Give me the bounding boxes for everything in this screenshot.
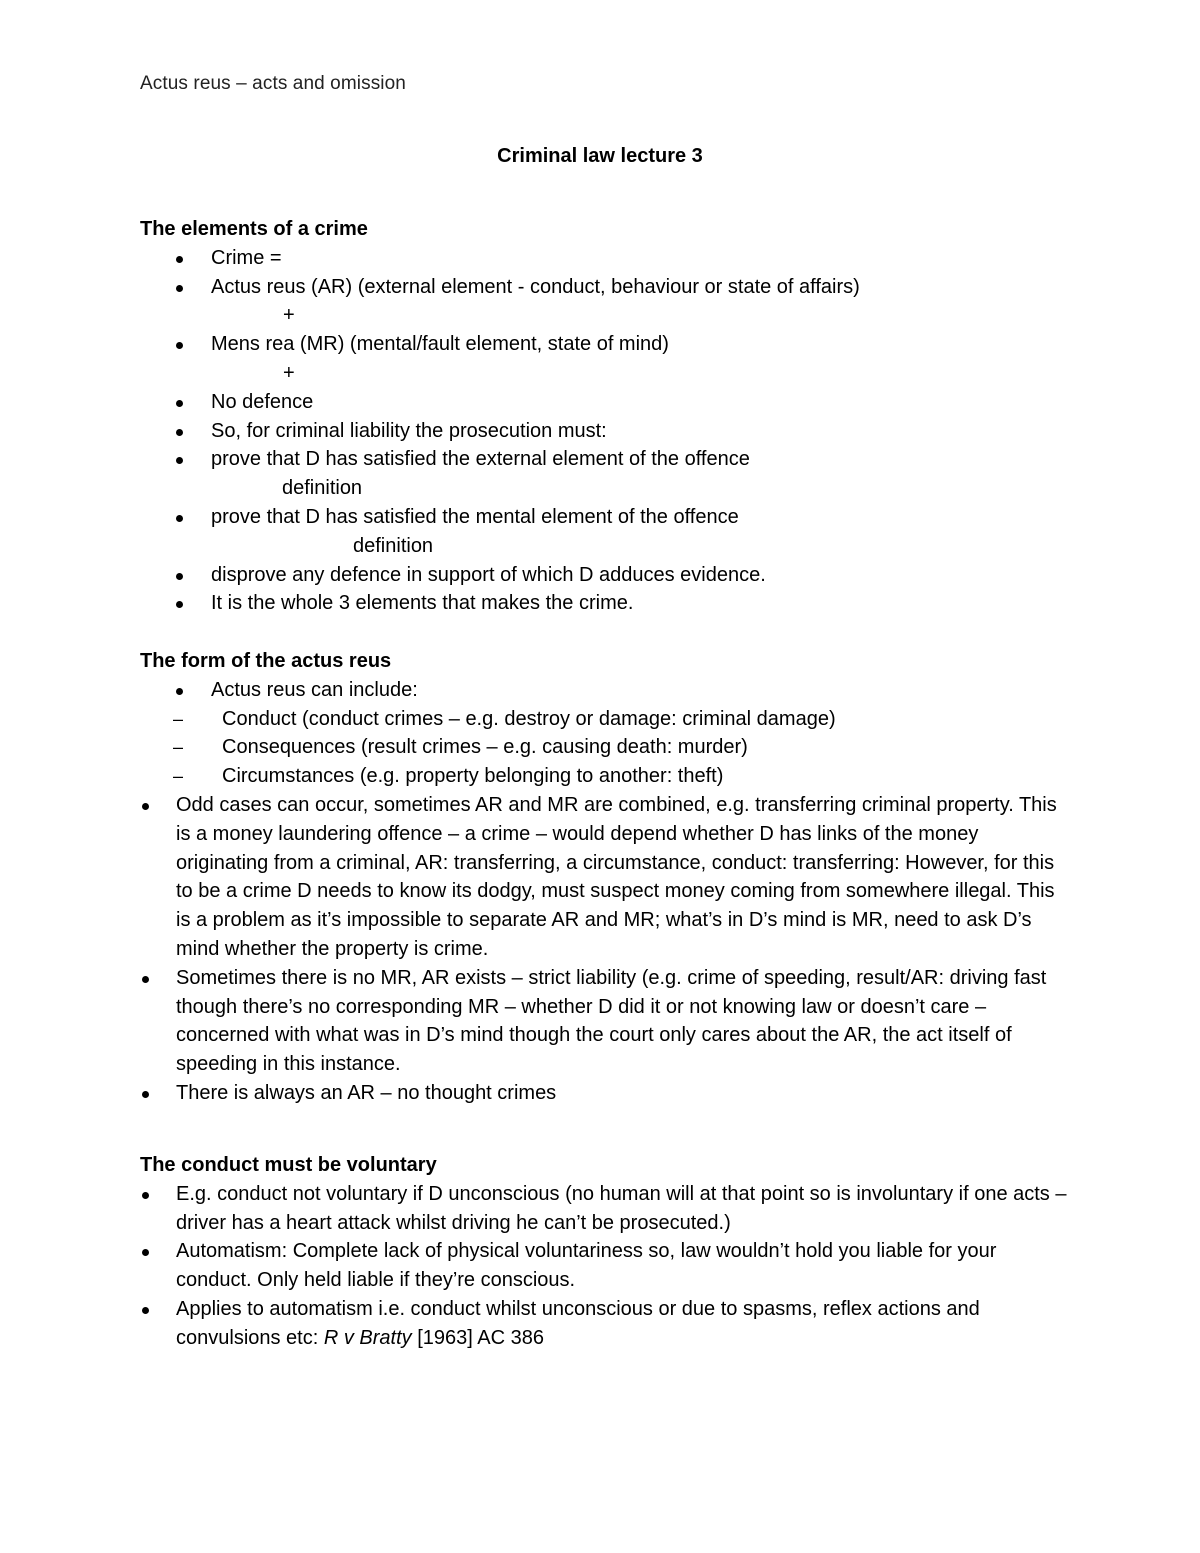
bullet-icon <box>142 1192 149 1199</box>
list-item: There is always an AR – no thought crimes <box>140 1079 1070 1108</box>
bullet-icon <box>176 601 183 608</box>
dash-icon: – <box>173 766 184 787</box>
bullet-icon <box>142 1249 149 1256</box>
section-form-of-actus-reus <box>140 647 1070 1108</box>
dash-icon: – <box>173 708 184 729</box>
section-heading: The elements of a crime <box>140 218 368 240</box>
bullet-icon <box>176 256 183 263</box>
list-item: E.g. conduct not voluntary if D unconscious (no human will at that point so is involuntary if one acts – driver has a heart attack whilst driving he can’t be prosecuted.) <box>140 1180 1070 1238</box>
list-item: Sometimes there is no MR, AR exists – strict liability (e.g. crime of speeding, result/AR: driving fast though there’s no corresponding MR – whether D did it or not knowing law or doesn’t care – concerned with what was in D’s mind though the court only cares about the AR, the act itself of speeding in this instance. <box>140 964 1070 1079</box>
list-item: Mens rea (MR) (mental/fault element, state of mind) <box>140 330 1070 359</box>
bullet-icon <box>142 1091 149 1098</box>
case-citation: [1963] AC 386 <box>411 1326 544 1349</box>
list-item: Applies to automatism i.e. conduct whilst unconscious or due to spasms, reflex actions and convulsions etc: R v Bratty [1963] AC 386 <box>140 1295 1070 1353</box>
list-item: No defence <box>140 388 1070 417</box>
page-title: Criminal law lecture 3 <box>497 145 703 167</box>
bullet-icon <box>176 285 183 292</box>
list-item: Odd cases can occur, sometimes AR and MR are combined, e.g. transferring criminal property. This is a money laundering offence – a crime – would depend whether D has links of the money originating from a criminal, AR: transferring, a circumstance, conduct: transferring: However, for this to be a crime D needs to know its dodgy, must suspect money coming from somewhere illegal. This is a problem as it’s impossible to separate AR and MR; what’s in D’s mind is MR, need to ask D’s mind whether the property is crime. <box>140 791 1070 964</box>
section-heading: The form of the actus reus <box>140 650 392 672</box>
plus-sign: + <box>283 304 295 327</box>
dash-icon: – <box>173 737 184 758</box>
bullet-icon <box>142 1307 149 1314</box>
case-name: R v Bratty <box>323 1326 412 1349</box>
list-item: Actus reus (AR) (external element - conduct, behaviour or state of affairs) <box>140 273 1070 302</box>
plus-sign: + <box>283 361 295 384</box>
list-item: prove that D has satisfied the external element of the offence <box>140 445 1070 474</box>
list-item: It is the whole 3 elements that makes the crime. <box>140 589 1070 618</box>
list-item: So, for criminal liability the prosecution must: <box>140 417 1070 446</box>
continuation-text: definition <box>282 477 363 500</box>
bullet-icon <box>142 976 149 983</box>
dash-item: – Circumstances (e.g. property belonging to another: theft) <box>140 762 1070 791</box>
list-item: prove that D has satisfied the mental element of the offence <box>140 503 1070 532</box>
list-item: Crime = <box>140 244 1070 273</box>
list-item: disprove any defence in support of which D adduces evidence. <box>140 561 1070 590</box>
bullet-icon <box>176 429 183 436</box>
bullet-icon <box>176 688 183 695</box>
section-heading: The conduct must be voluntary <box>140 1154 437 1176</box>
bullet-icon <box>176 400 183 407</box>
document-header: Actus reus – acts and omission <box>140 73 406 94</box>
list-item: Actus reus can include: <box>140 676 1070 705</box>
bullet-icon <box>142 803 149 810</box>
dash-item: – Consequences (result crimes – e.g. causing death: murder) <box>140 733 1070 762</box>
dash-item: – Conduct (conduct crimes – e.g. destroy or damage: criminal damage) <box>140 705 1070 734</box>
bullet-icon <box>176 515 183 522</box>
list-item: Automatism: Complete lack of physical voluntariness so, law wouldn’t hold you liable for your conduct. Only held liable if they’re conscious. <box>140 1237 1070 1295</box>
section-elements-of-crime <box>140 215 1070 618</box>
bullet-icon <box>176 457 183 464</box>
continuation-text: definition <box>353 534 434 557</box>
section-conduct-voluntary <box>140 1151 1070 1353</box>
bullet-icon <box>176 573 183 580</box>
bullet-icon <box>176 342 183 349</box>
